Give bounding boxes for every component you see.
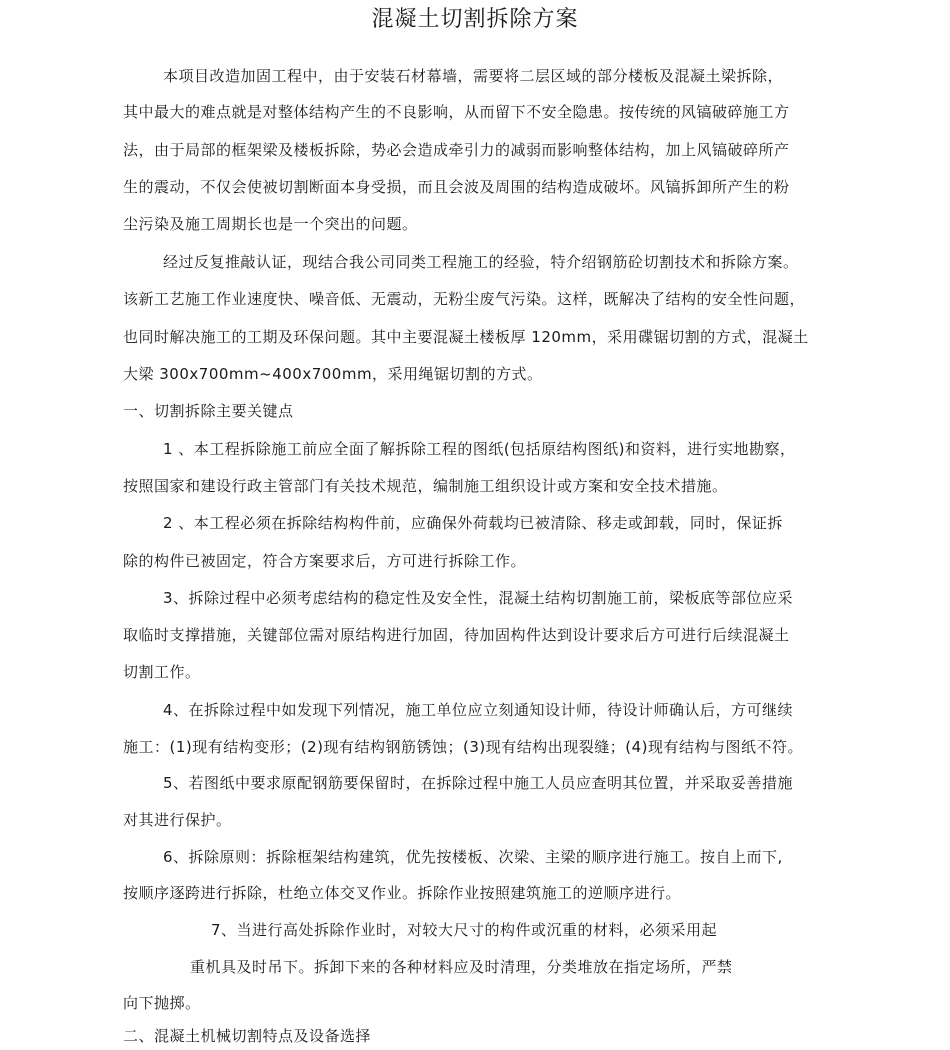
page-title: 混凝土切割拆除方案 <box>371 7 579 32</box>
text-line: 向下抛掷。 <box>123 994 201 1012</box>
text-line: 1 、本工程拆除施工前应全面了解拆除工程的图纸(包括原结构图纸)和资料，进行实地勘察， <box>163 440 796 458</box>
text-line: 6、拆除原则：拆除框架结构建筑，优先按楼板、次梁、主梁的顺序进行施工。按自上而下, <box>163 848 783 866</box>
text-line: 尘污染及施工周期长也是一个突出的问题。 <box>123 215 418 233</box>
text-line: 其中最大的难点就是对整体结构产生的不良影响，从而留下不安全隐患。按传统的风镐破碎施工方 <box>123 103 790 121</box>
text-line: 该新工艺施工作业速度快、噪音低、无震动，无粉尘废气污染。这样，既解决了结构的安全性问题， <box>123 290 806 308</box>
text-line: 重机具及时吊下。拆卸下来的各种材料应及时清理，分类堆放在指定场所，严禁 <box>190 958 733 976</box>
text-line: 4、在拆除过程中如发现下列情况，施工单位应立刻通知设计师，待设计师确认后，方可继续 <box>163 701 794 719</box>
text-line: 除的构件已被固定，符合方案要求后，方可进行拆除工作。 <box>123 552 527 570</box>
text-line: 按顺序逐跨进行拆除，杜绝立体交叉作业。拆除作业按照建筑施工的逆顺序进行。 <box>123 884 682 902</box>
text-line: 3、拆除过程中必须考虑结构的稳定性及安全性，混凝土结构切割施工前，梁板底等部位应采 <box>163 589 794 607</box>
text-line: 本项目改造加固工程中，由于安装石材幕墙，需要将二层区域的部分楼板及混凝土梁拆除， <box>163 67 784 85</box>
section-heading: 一、切割拆除主要关键点 <box>123 402 294 420</box>
text-line: 5、若图纸中要求原配钢筋要保留时，在拆除过程中施工人员应查明其位置，并采取妥善措施 <box>163 774 794 792</box>
text-line: 法，由于局部的框架梁及楼板拆除，势必会造成牵引力的减弱而影响整体结构，加上风镐破碎所产 <box>123 141 790 159</box>
text-line: 经过反复推敲认证，现结合我公司同类工程施工的经验，特介绍钢筋砼切割技术和拆除方案。 <box>163 253 799 271</box>
section-heading: 二、混凝土机械切割特点及设备选择 <box>123 1027 372 1045</box>
text-line: 2 、本工程必须在拆除结构构件前，应确保外荷载均已被清除、移走或卸载，同时，保证拆 <box>163 514 783 532</box>
text-line: 取临时支撑措施，关键部位需对原结构进行加固，待加固构件达到设计要求后方可进行后续混凝土 <box>123 626 790 644</box>
text-line: 也同时解决施工的工期及环保问题。其中主要混凝土楼板厚 120mm，采用碟锯切割的方式，混凝土 <box>123 328 809 346</box>
text-line: 生的震动，不仅会使被切割断面本身受损，而且会波及周围的结构造成破坏。风镐拆卸所产生的粉 <box>123 178 790 196</box>
text-line: 7、当进行高处拆除作业时，对较大尺寸的构件或沉重的材料，必须采用起 <box>211 921 718 939</box>
text-line: 切割工作。 <box>123 663 201 681</box>
text-line: 对其进行保护。 <box>123 811 232 829</box>
text-line: 按照国家和建设行政主管部门有关技术规范，编制施工组织设计或方案和安全技术措施。 <box>123 477 728 495</box>
text-line: 大梁 300x700mm~400x700mm，采用绳锯切割的方式。 <box>123 365 543 383</box>
text-line: 施工：(1)现有结构变形；(2)现有结构钢筋锈蚀；(3)现有结构出现裂缝；(4)现有结构与图纸不符。 <box>123 738 803 756</box>
